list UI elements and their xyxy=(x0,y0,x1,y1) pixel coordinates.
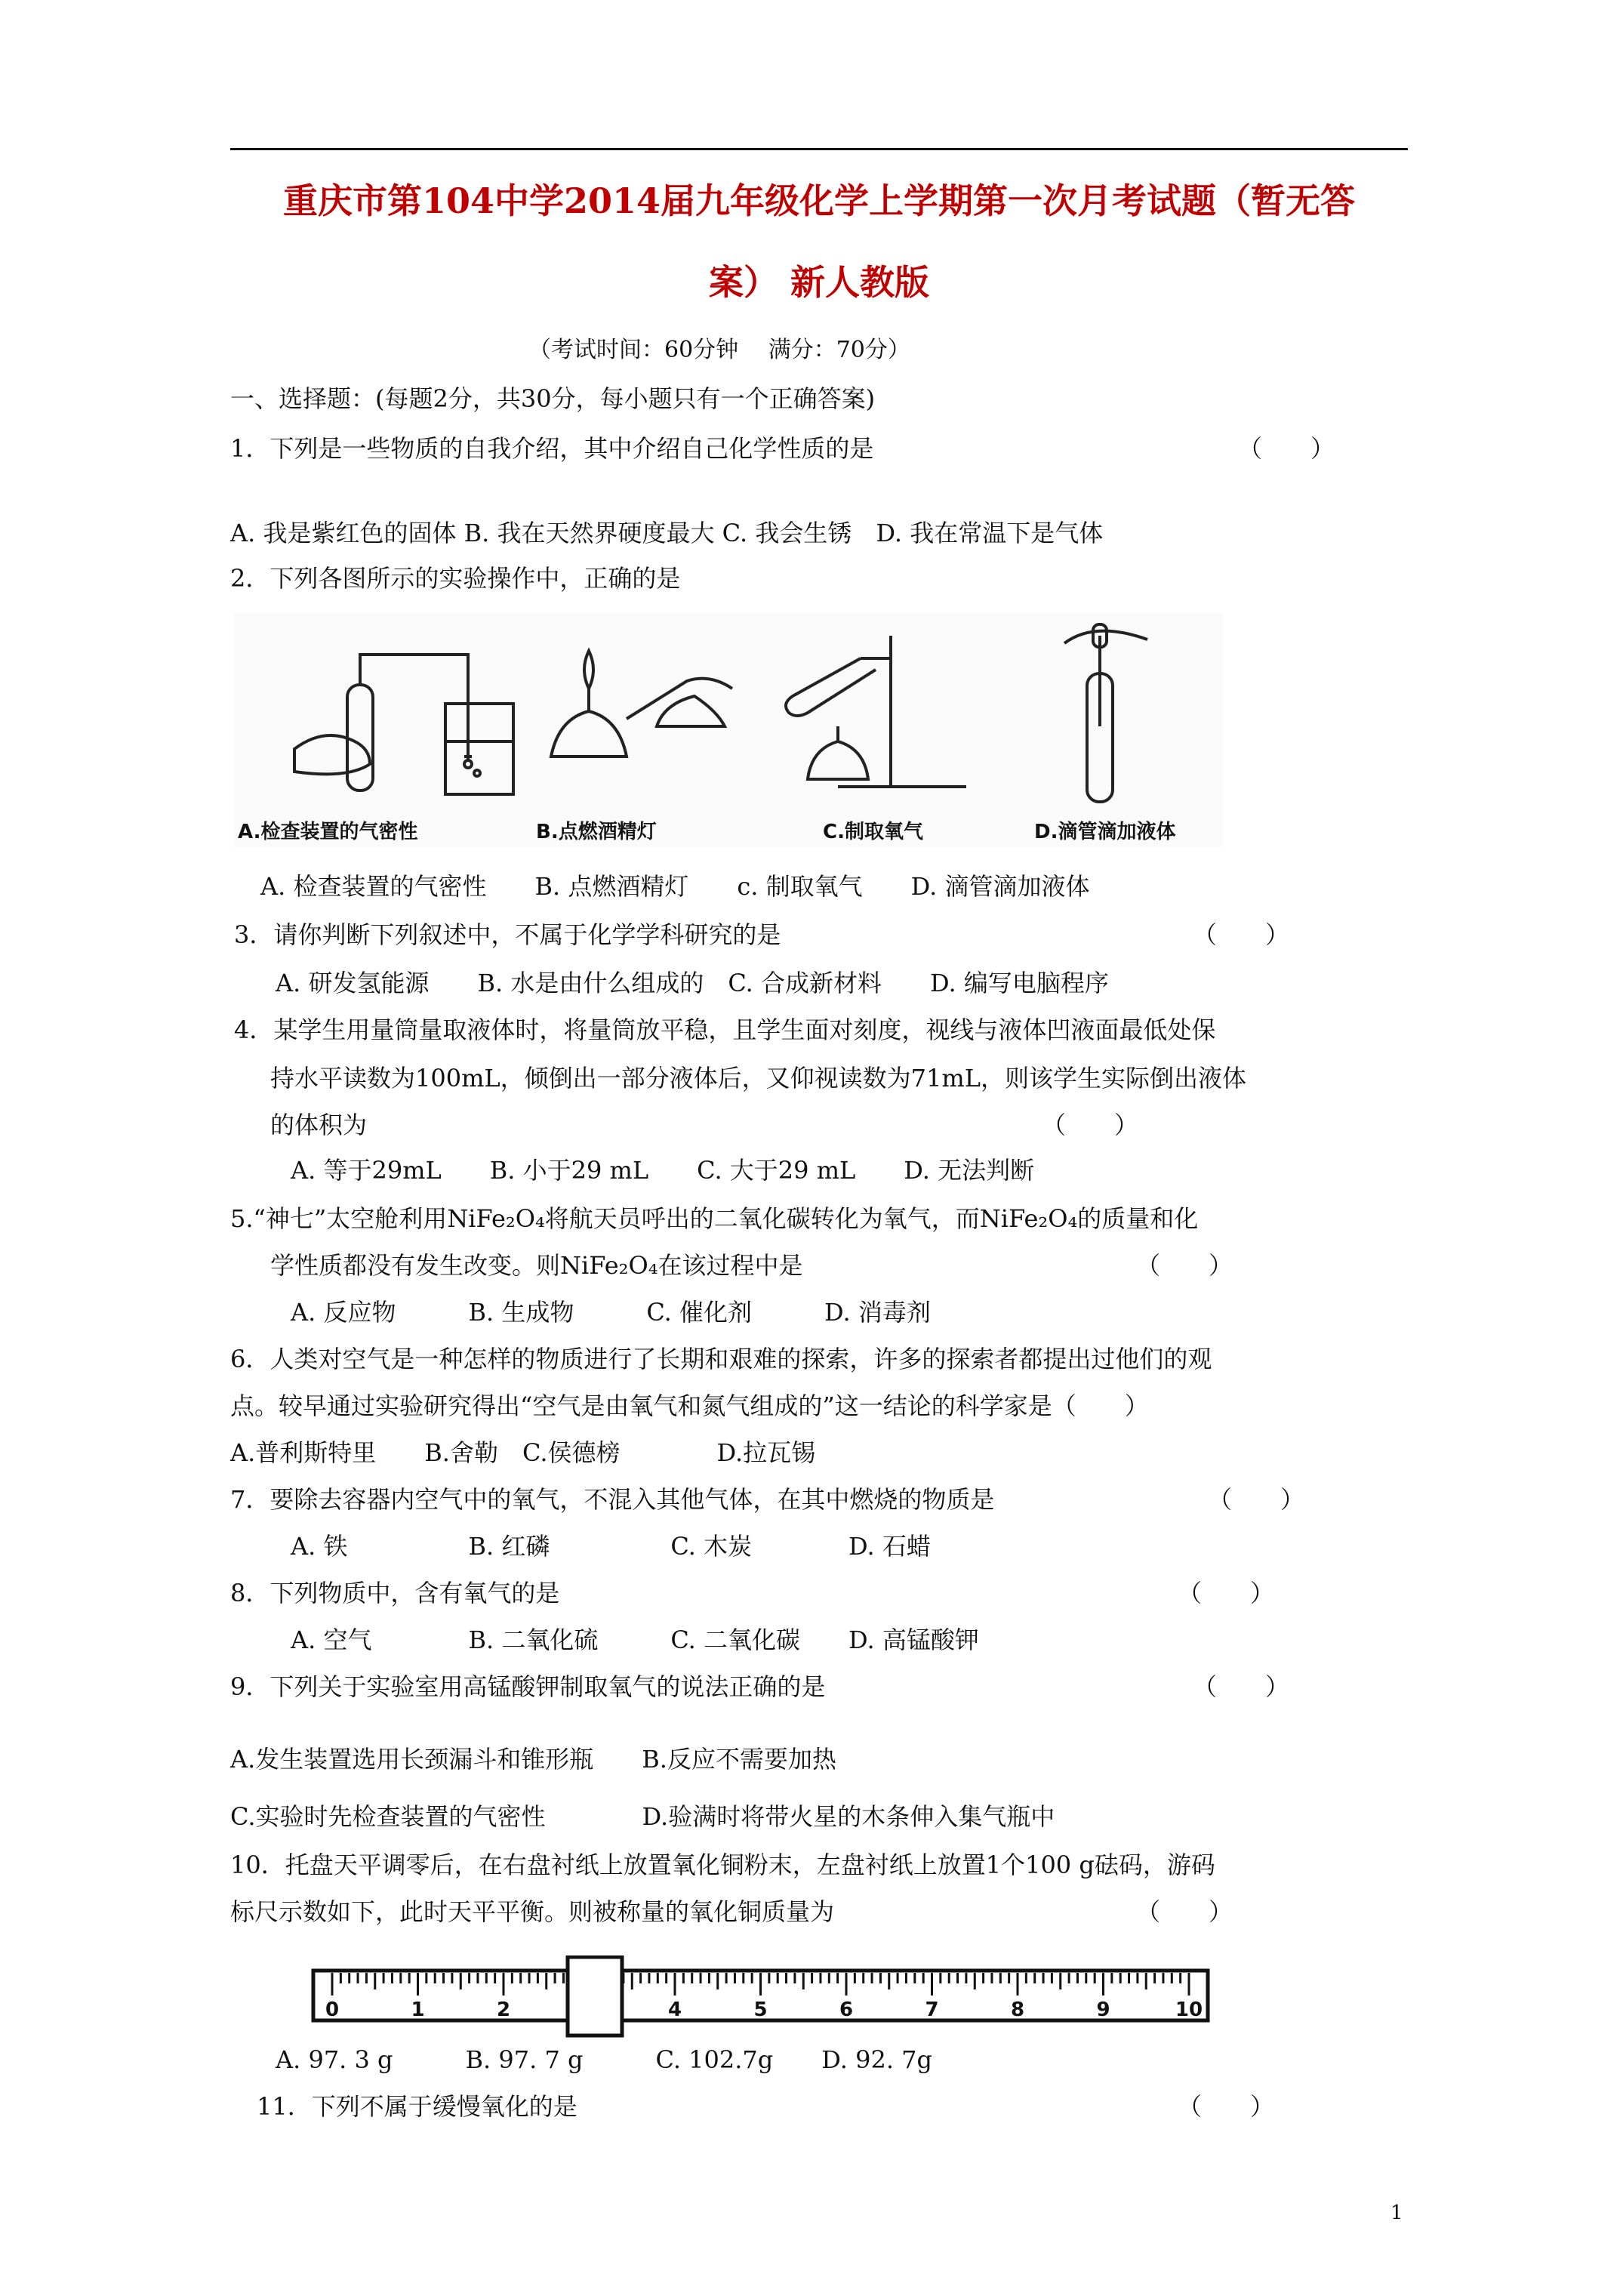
answer-paren-3: （ ） xyxy=(1193,920,1290,949)
ruler-label: 7 xyxy=(925,1999,939,2021)
question-9: 9．下列关于实验室用高锰酸钾制取氧气的说法正确的是 xyxy=(230,1672,826,1701)
q8-options: A. 空气 B. 二氧化硫 C. 二氧化碳 D. 高锰酸钾 xyxy=(291,1626,979,1654)
q9-options-cd: C.实验时先检查装置的气密性 D.验满时将带火星的木条伸入集气瓶中 xyxy=(230,1802,1055,1831)
question-7: 7．要除去容器内空气中的氧气，不混入其他气体，在其中燃烧的物质是 xyxy=(230,1485,995,1514)
answer-paren-10: （ ） xyxy=(1136,1897,1233,1926)
question-6-line2: 点。较早通过实验研究得出“空气是由氧气和氮气组成的”这一结论的科学家是（ ） xyxy=(230,1391,1149,1420)
answer-paren-4: （ ） xyxy=(1042,1111,1139,1139)
q4-options: A. 等于29mL B. 小于29 mL C. 大于29 mL D. 无法判断 xyxy=(291,1156,1035,1185)
page-number: 1 xyxy=(1390,2202,1403,2224)
figure-caption-d: D.滴管滴加液体 xyxy=(1034,821,1176,843)
ruler-label: 0 xyxy=(325,1999,340,2021)
q7-options: A. 铁 B. 红磷 C. 木炭 D. 石蜡 xyxy=(291,1532,931,1561)
q6-options: A.普利斯特里 B.舍勒 C.侯德榜 D.拉瓦锡 xyxy=(230,1438,816,1467)
q10-options: A. 97. 3 g B. 97. 7 g C. 102.7g D. 92. 7g xyxy=(276,2045,933,2074)
question-4-line1: 4．某学生用量筒量取液体时，将量筒放平稳，且学生面对刻度，视线与液体凹液面最低处保 xyxy=(234,1015,1216,1044)
rider-scale-ruler xyxy=(310,1955,1223,2039)
question-11: 11．下列不属于缓慢氧化的是 xyxy=(257,2092,577,2121)
ruler-label: 5 xyxy=(753,1999,768,2021)
question-10-line2: 标尺示数如下，此时天平平衡。则被称量的氧化铜质量为 xyxy=(230,1897,835,1926)
q5-options: A. 反应物 B. 生成物 C. 催化剂 D. 消毒剂 xyxy=(291,1298,931,1327)
ruler-label: 4 xyxy=(667,1999,682,2021)
question-10-line1: 10．托盘天平调零后，在右盘衬纸上放置氧化铜粉末，左盘衬纸上放置1个100 g砝码，游码 xyxy=(230,1851,1215,1879)
header-rule xyxy=(230,148,1408,150)
question-4-line2: 持水平读数为100mL，倾倒出一部分液体后，又仰视读数为71mL，则该学生实际倒出液体 xyxy=(270,1064,1246,1093)
question-5-line2: 学性质都没有发生改变。则NiFe₂O₄在该过程中是 xyxy=(270,1251,803,1280)
ruler-label: 8 xyxy=(1010,1999,1025,2021)
doc-title-line1: 重庆市第104中学2014届九年级化学上学期第一次月考试题（暂无答 xyxy=(282,180,1356,221)
answer-paren-11: （ ） xyxy=(1178,2092,1275,2121)
ruler-label: 6 xyxy=(839,1999,854,2021)
q9-options-ab: A.发生装置选用长颈漏斗和锥形瓶 B.反应不需要加热 xyxy=(230,1745,836,1774)
question-5-line1: 5.“神七”太空舱利用NiFe₂O₄将航天员呼出的二氧化碳转化为氧气，而NiFe₂O₄的质量和化 xyxy=(230,1204,1199,1233)
question-6-line1: 6．人类对空气是一种怎样的物质进行了长期和艰难的探索，许多的探索者都提出过他们的观 xyxy=(230,1345,1212,1373)
doc-title-line2: 案） 新人教版 xyxy=(708,262,929,303)
ruler-label: 2 xyxy=(496,1999,511,2021)
question-1: 1．下列是一些物质的自我介绍，其中介绍自己化学性质的是 xyxy=(230,434,874,463)
q3-options: A. 研发氢能源 B. 水是由什么组成的 C. 合成新材料 D. 编写电脑程序 xyxy=(276,969,1109,997)
figure-caption-b: B.点燃酒精灯 xyxy=(536,821,657,843)
answer-paren-7: （ ） xyxy=(1208,1485,1305,1514)
question-2: 2．下列各图所示的实验操作中，正确的是 xyxy=(230,564,681,593)
answer-paren-8: （ ） xyxy=(1178,1579,1275,1607)
figure-caption-a: A.检查装置的气密性 xyxy=(238,821,418,843)
exam-info: （考试时间：60分钟 满分：70分） xyxy=(528,337,910,363)
ruler-label: 9 xyxy=(1096,1999,1110,2021)
answer-paren-9: （ ） xyxy=(1193,1672,1290,1701)
section-heading: 一、选择题：(每题2分，共30分，每小题只有一个正确答案) xyxy=(230,384,876,413)
q2-options: A. 检查装置的气密性 B. 点燃酒精灯 c. 制取氧气 D. 滴管滴加液体 xyxy=(260,872,1090,901)
answer-paren-1: （ ） xyxy=(1238,434,1335,463)
q2-lab-figure xyxy=(234,613,1223,847)
question-8: 8．下列物质中，含有氧气的是 xyxy=(230,1579,560,1607)
rider-slider xyxy=(568,1957,622,2036)
answer-paren-5: （ ） xyxy=(1136,1251,1233,1280)
q1-options: A. 我是紫红色的固体 B. 我在天然界硬度最大 C. 我会生锈 D. 我在常温下是气体 xyxy=(230,519,1104,547)
ruler-label: 10 xyxy=(1175,1999,1203,2021)
question-3: 3．请你判断下列叙述中，不属于化学学科研究的是 xyxy=(234,920,781,949)
question-4-line3: 的体积为 xyxy=(270,1111,368,1139)
figure-caption-c: C.制取氧气 xyxy=(823,821,923,843)
ruler-label: 1 xyxy=(411,1999,425,2021)
